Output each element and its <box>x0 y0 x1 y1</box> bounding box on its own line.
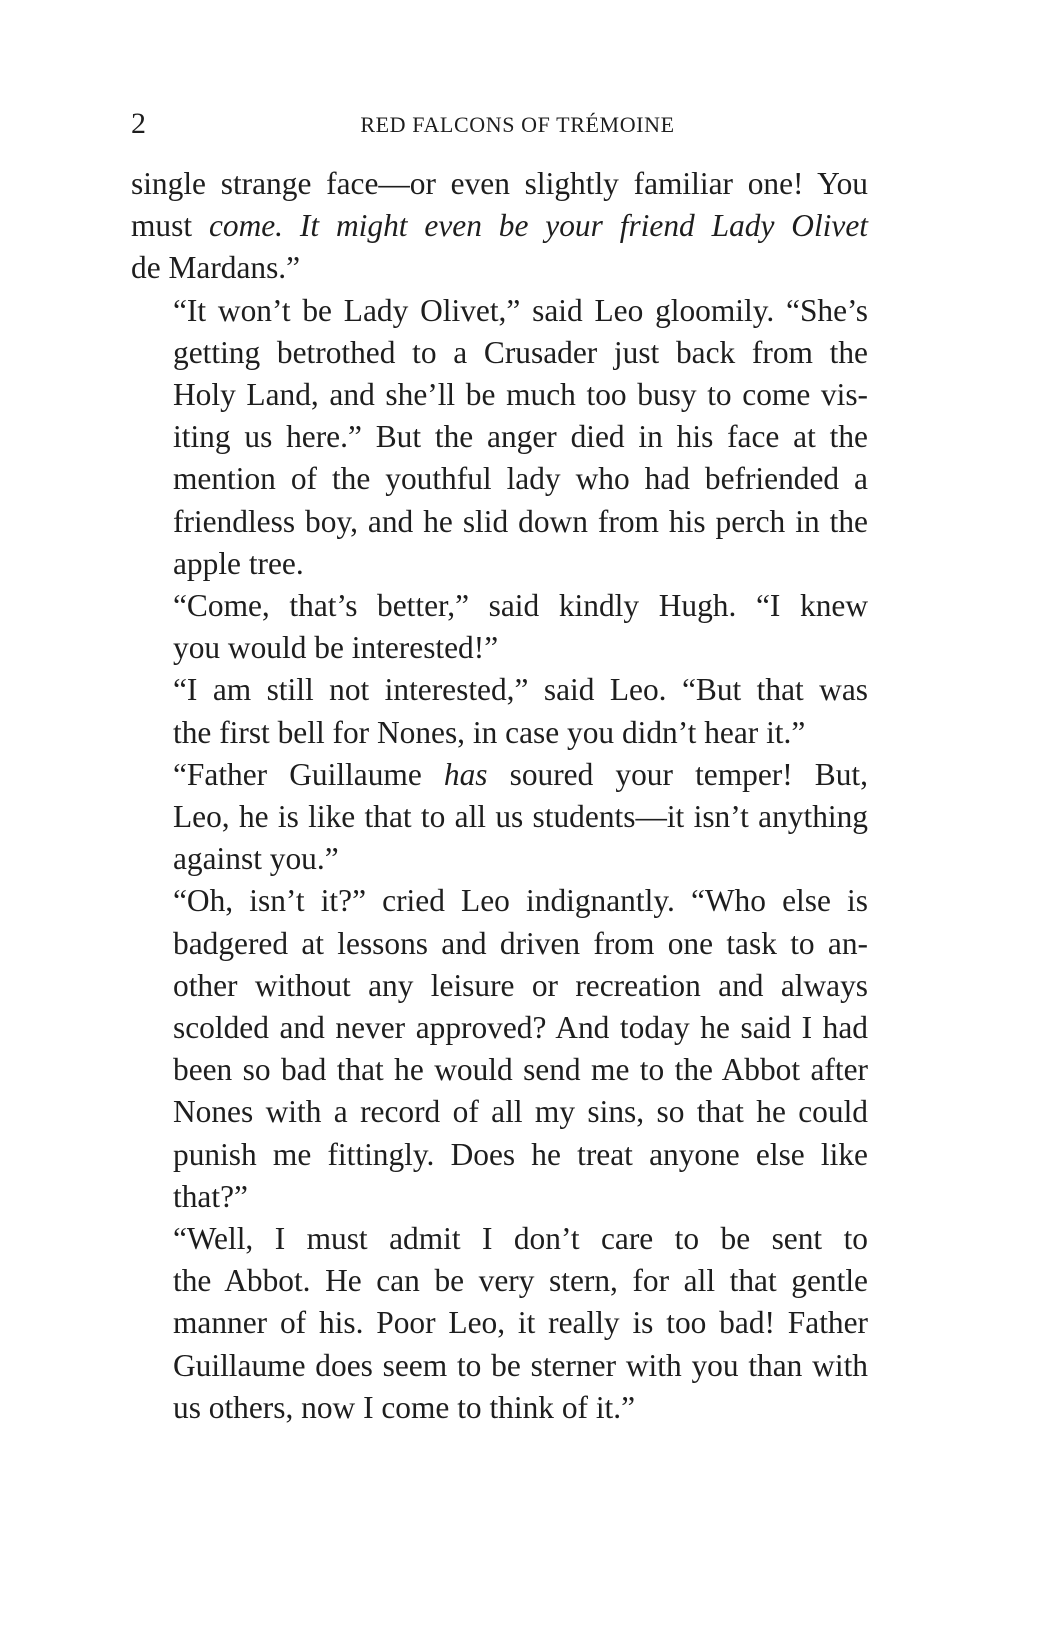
paragraph <box>131 290 868 585</box>
text-line: Holy Land, and she’ll be much too busy to come vis- <box>173 377 868 413</box>
text-line: single strange face—or even slightly familiar one! You <box>131 166 868 201</box>
text-line: “Well, I must admit I don’t care to be sent to <box>173 1221 868 1257</box>
text-line: you would be interested!” <box>173 630 499 666</box>
paragraph <box>131 163 868 290</box>
text-line: “Come, that’s better,” said kindly Hugh. “I knew <box>173 588 868 624</box>
paragraph <box>131 1218 868 1429</box>
paragraph <box>131 669 868 753</box>
page-number: 2 <box>131 107 146 140</box>
running-header <box>131 106 868 146</box>
text-line: getting betrothed to a Crusader just back from the <box>173 334 868 370</box>
paragraph <box>131 880 868 1218</box>
text-line: Leo, he is like that to all us students—it isn’t anything <box>173 799 868 835</box>
text-line: “I am still not interested,” said Leo. “But that was <box>173 672 868 708</box>
italic-text: has <box>443 756 488 792</box>
text-line: the Abbot. He can be very stern, for all that gentle <box>173 1263 868 1299</box>
text-line: scolded and never approved? And today he said I had <box>173 1010 868 1046</box>
text-line: other without any leisure or recreation and always <box>173 967 868 1003</box>
italic-text: come. It might even be your friend Lady Olivet <box>192 208 868 244</box>
text-line: Nones with a record of all my sins, so that he could <box>173 1094 868 1130</box>
text-line: must come. It might even be your friend Lady Olivet <box>131 208 868 244</box>
text-line: de Mardans.” <box>131 250 301 286</box>
running-title: RED FALCONS OF TRÉMOINE <box>360 112 675 137</box>
text-line: Guillaume does seem to be sterner with you than with <box>173 1347 868 1383</box>
paragraph <box>131 754 868 881</box>
text-line: “It won’t be Lady Olivet,” said Leo gloomily. “She’s <box>173 292 868 328</box>
text-line: “Father Guillaume has soured your temper! But, <box>173 756 868 792</box>
text-line: badgered at lessons and driven from one task to an- <box>173 925 868 961</box>
text-line: against you.” <box>173 841 339 877</box>
text-line: apple tree. <box>173 545 304 581</box>
body-text <box>131 163 868 1429</box>
text-line: mention of the youthful lady who had befriended a <box>173 461 868 497</box>
text-line: “Oh, isn’t it?” cried Leo indignantly. “Who else is <box>173 883 868 919</box>
text-line: that?” <box>173 1178 248 1214</box>
text-line: us others, now I come to think of it.” <box>173 1389 636 1425</box>
text-line: punish me fittingly. Does he treat anyone else like <box>173 1136 868 1172</box>
text-line: friendless boy, and he slid down from his perch in the <box>173 503 868 539</box>
text-line: iting us here.” But the anger died in his face at the <box>173 419 868 455</box>
text-line: manner of his. Poor Leo, it really is too bad! Father <box>173 1305 868 1341</box>
text-line: the first bell for Nones, in case you didn’t hear it.” <box>173 714 806 750</box>
paragraph <box>131 585 868 669</box>
text-line: been so bad that he would send me to the Abbot after <box>173 1052 868 1088</box>
